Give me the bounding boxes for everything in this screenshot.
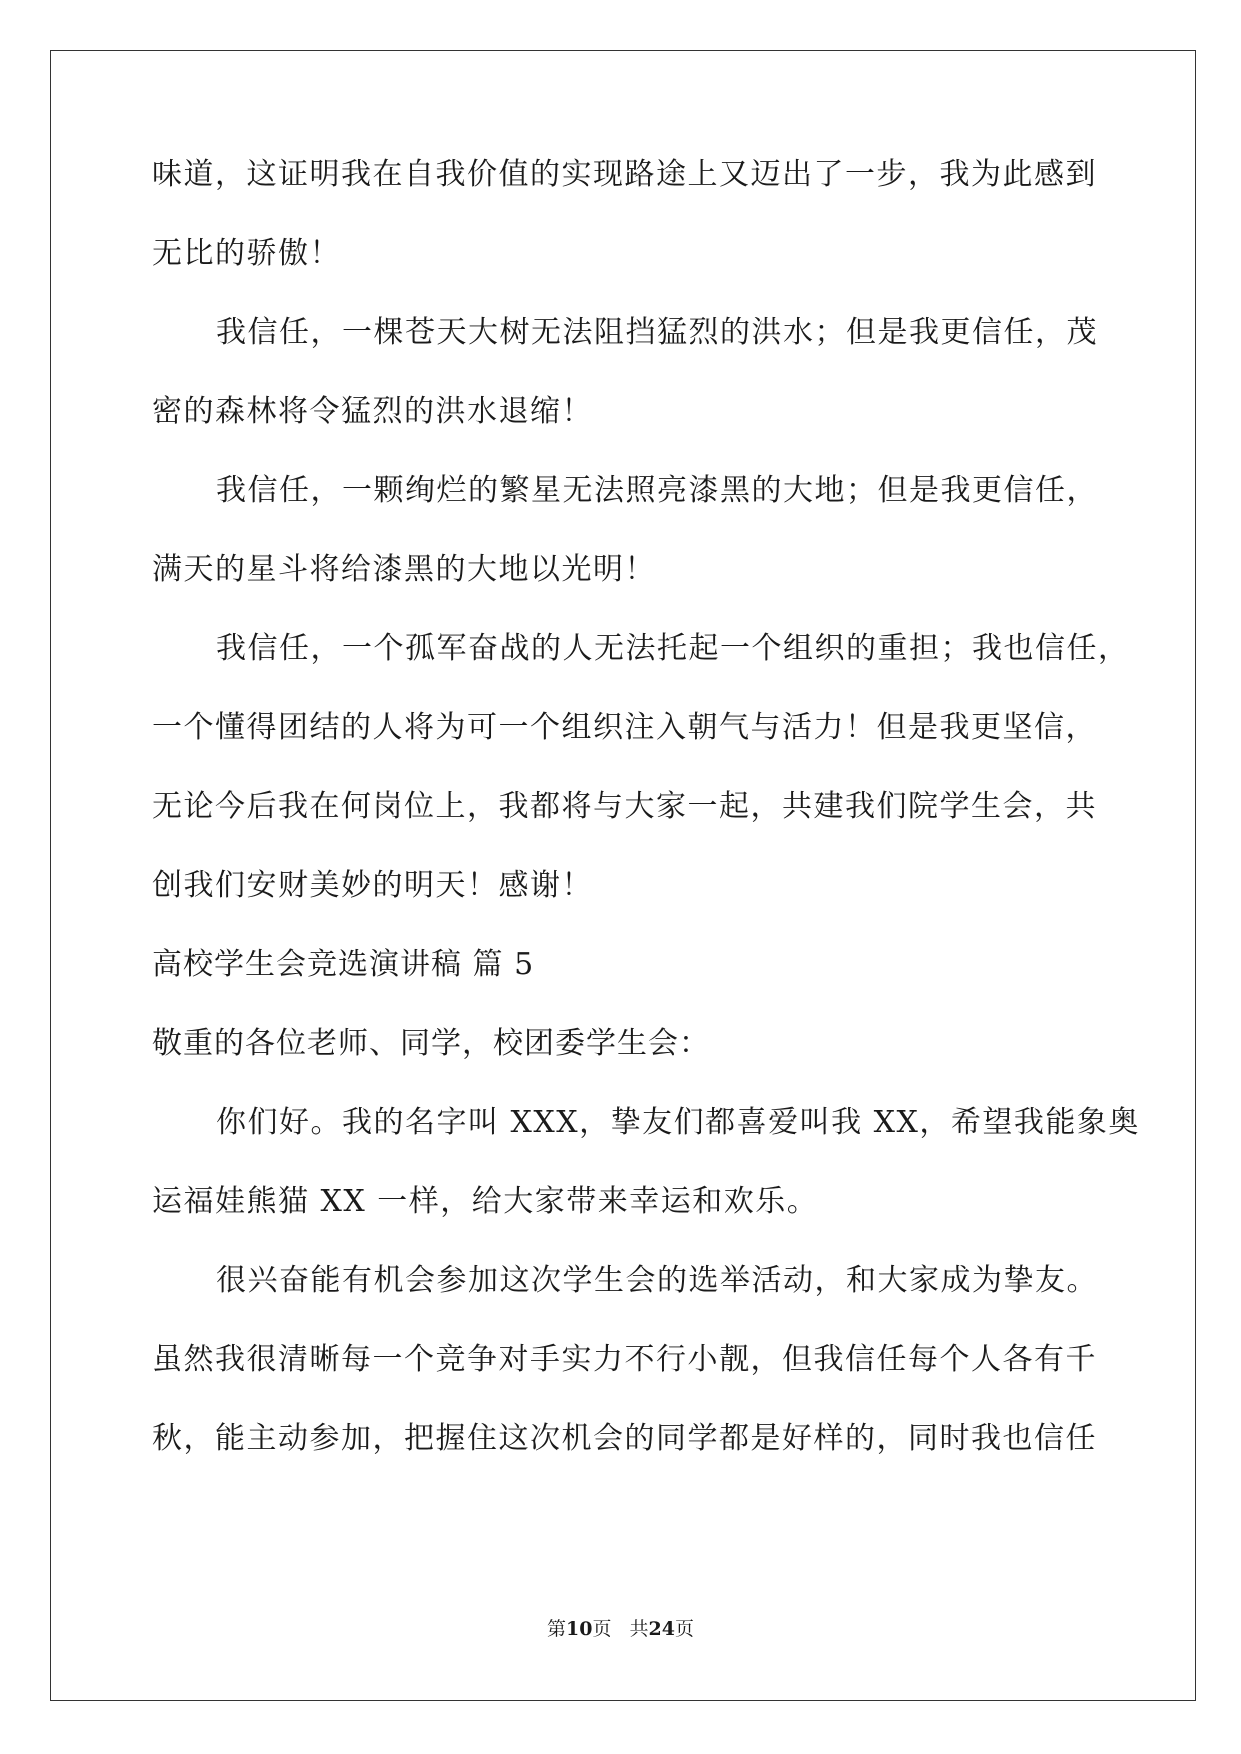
- page-number: 10: [566, 1618, 593, 1640]
- section-title: 高校学生会竞选演讲稿 篇 5: [152, 947, 535, 982]
- page-footer: [0, 1618, 1241, 1640]
- page-suffix: 页: [592, 1618, 612, 1640]
- document-body: [152, 157, 1140, 1503]
- text-line: 我信任，一棵苍天大树无法阻挡猛烈的洪水；但是我更信任，茂: [216, 315, 1098, 350]
- page-prefix: 第: [547, 1618, 567, 1640]
- total-pages: 24: [648, 1618, 675, 1640]
- text-line: 你们好。我的名字叫 XXX，挚友们都喜爱叫我 XX，希望我能象奥: [216, 1105, 1140, 1140]
- text-line: 味道，这证明我在自我价值的实现路途上又迈出了一步，我为此感到: [152, 157, 1097, 192]
- text-line: 运福娃熊猫 XX 一样，给大家带来幸运和欢乐。: [152, 1184, 819, 1219]
- text-line: 秋，能主动参加，把握住这次机会的同学都是好样的，同时我也信任: [152, 1421, 1097, 1456]
- total-prefix: 共: [629, 1618, 649, 1640]
- text-line: 创我们安财美妙的明天！感谢！: [152, 868, 593, 903]
- text-line: 无比的骄傲！: [152, 236, 341, 271]
- text-line: 满天的星斗将给漆黑的大地以光明！: [152, 552, 656, 587]
- total-suffix: 页: [674, 1618, 694, 1640]
- text-line: 很兴奋能有机会参加这次学生会的选举活动，和大家成为挚友。: [216, 1263, 1098, 1298]
- text-line: 我信任，一颗绚烂的繁星无法照亮漆黑的大地；但是我更信任，: [216, 473, 1098, 508]
- text-line: 密的森林将令猛烈的洪水退缩！: [152, 394, 593, 429]
- text-line: 我信任，一个孤军奋战的人无法托起一个组织的重担；我也信任，: [216, 631, 1130, 666]
- text-line: 无论今后我在何岗位上，我都将与大家一起，共建我们院学生会，共: [152, 789, 1097, 824]
- salutation: 敬重的各位老师、同学，校团委学生会：: [152, 1026, 710, 1061]
- text-line: 一个懂得团结的人将为可一个组织注入朝气与活力！但是我更坚信，: [152, 710, 1097, 745]
- text-line: 虽然我很清晰每一个竞争对手实力不行小靓，但我信任每个人各有千: [152, 1342, 1097, 1377]
